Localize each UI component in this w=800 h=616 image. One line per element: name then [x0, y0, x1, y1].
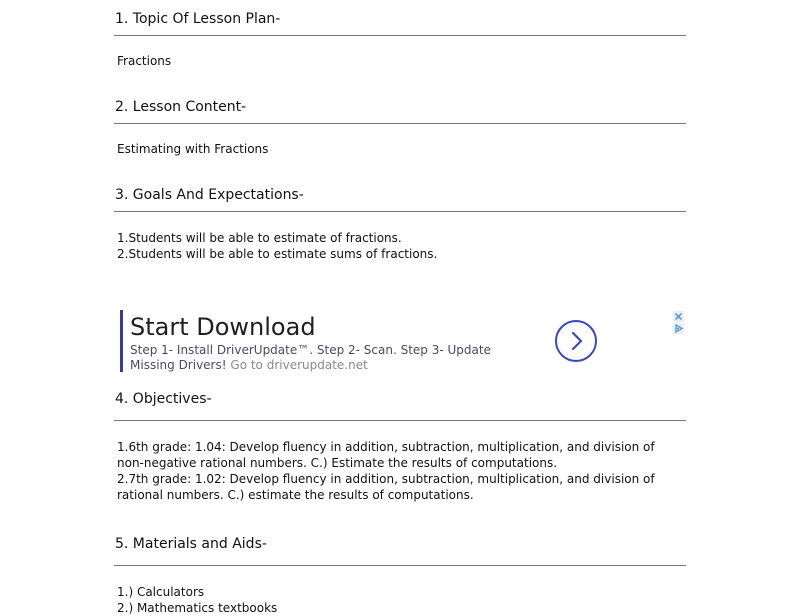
section-topic	[114, 11, 686, 69]
ad-description-text: Missing Drivers!	[130, 358, 227, 372]
chevron-right-icon	[557, 322, 595, 360]
section-divider	[114, 565, 686, 566]
section-divider	[114, 211, 686, 212]
section-text: 1.) Calculators	[117, 585, 205, 599]
section-goals	[114, 187, 686, 262]
section-heading: 5. Materials and Aids-	[115, 536, 267, 552]
section-text: 2.Students will be able to estimate sums of fractions.	[117, 247, 438, 261]
ad-description-line: Step 1- Install DriverUpdate™. Step 2- Scan. Step 3- Update	[130, 343, 491, 357]
section-text: 1.Students will be able to estimate of fractions.	[117, 231, 402, 245]
section-divider	[114, 420, 686, 421]
ad-choices-icon	[673, 323, 684, 334]
section-heading: 2. Lesson Content-	[115, 99, 247, 115]
section-text: 2.7th grade: 1.02: Develop fluency in addition, subtraction, multiplication, and division of	[117, 472, 655, 486]
section-objectives	[114, 391, 686, 503]
section-heading: 4. Objectives-	[115, 391, 212, 407]
ad-title[interactable]: Start Download	[130, 313, 316, 341]
advertisement[interactable]	[120, 306, 686, 376]
section-content	[114, 99, 686, 157]
ad-go-button[interactable]	[555, 320, 597, 362]
ad-accent-bar	[120, 310, 123, 372]
section-heading: 3. Goals And Expectations-	[115, 187, 304, 203]
section-text: 1.6th grade: 1.04: Develop fluency in addition, subtraction, multiplication, and division of	[117, 440, 655, 454]
ad-link[interactable]: Go to driverupdate.net	[230, 358, 368, 372]
section-text: Estimating with Fractions	[117, 142, 269, 156]
section-text: 2.) Mathematics textbooks	[117, 601, 278, 615]
section-text: non-negative rational numbers. C.) Estimate the results of computations.	[117, 456, 558, 470]
section-text: rational numbers. C.) estimate the results of computations.	[117, 488, 474, 502]
section-materials	[114, 536, 686, 616]
section-text: Fractions	[117, 54, 172, 68]
section-divider	[114, 123, 686, 124]
section-divider	[114, 35, 686, 36]
ad-close-button[interactable]	[673, 307, 684, 318]
ad-choices-button[interactable]	[673, 319, 684, 330]
ad-description-line	[130, 358, 550, 373]
ad-description	[130, 343, 550, 373]
section-heading: 1. Topic Of Lesson Plan-	[115, 11, 281, 27]
